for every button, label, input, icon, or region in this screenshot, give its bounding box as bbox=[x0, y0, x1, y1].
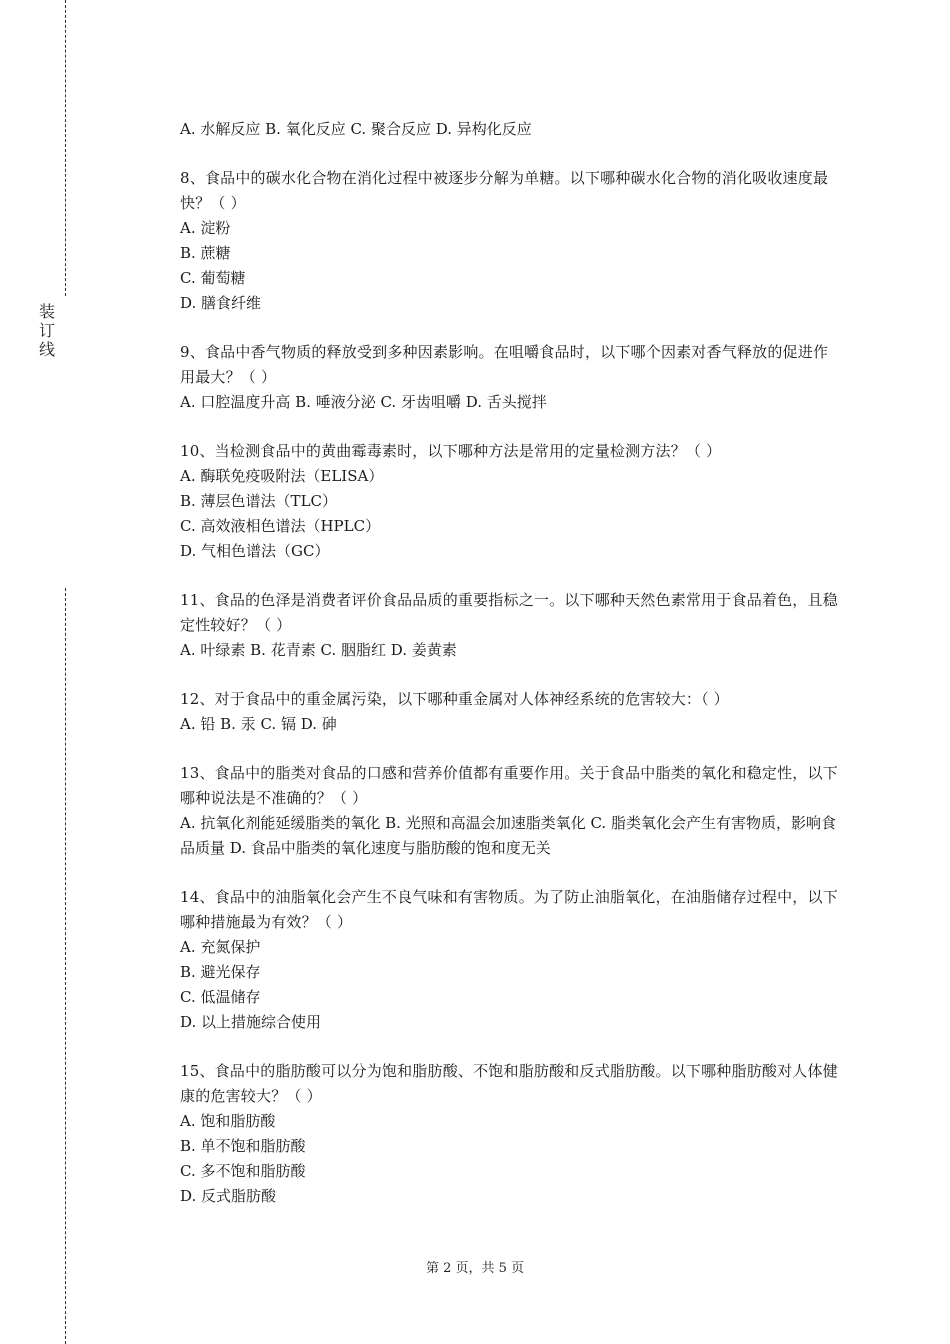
question-11 bbox=[180, 588, 840, 663]
question-option: D. 反式脂肪酸 bbox=[180, 1187, 277, 1205]
binding-char: 订 bbox=[38, 321, 55, 340]
question-stem: 10、当检测食品中的黄曲霉毒素时，以下哪种方法是常用的定量检测方法？（ ） bbox=[180, 442, 722, 460]
question-option: B. 蔗糖 bbox=[180, 244, 231, 262]
question-option: C. 低温储存 bbox=[180, 988, 261, 1006]
question-option: A. 淀粉 bbox=[180, 219, 231, 237]
question-option: C. 多不饱和脂肪酸 bbox=[180, 1162, 306, 1180]
question-option: A. 叶绿素 B. 花青素 C. 胭脂红 D. 姜黄素 bbox=[180, 641, 457, 659]
question-stem: 11、食品的色泽是消费者评价食品品质的重要指标之一。以下哪种天然色素常用于食品着色，且稳定性较好？（ ） bbox=[180, 591, 838, 634]
question-10 bbox=[180, 439, 840, 564]
binding-char: 装 bbox=[38, 302, 55, 321]
question-list bbox=[180, 117, 840, 1233]
question-option: C. 葡萄糖 bbox=[180, 269, 246, 287]
question-13 bbox=[180, 761, 840, 861]
question-option: A. 水解反应 B. 氧化反应 C. 聚合反应 D. 异构化反应 bbox=[180, 120, 532, 138]
question-option: A. 口腔温度升高 B. 唾液分泌 C. 牙齿咀嚼 D. 舌头搅拌 bbox=[180, 393, 547, 411]
binding-char: 线 bbox=[38, 340, 55, 359]
question-14 bbox=[180, 885, 840, 1035]
question-option: C. 高效液相色谱法（HPLC） bbox=[180, 517, 381, 535]
question-stem: 8、食品中的碳水化合物在消化过程中被逐步分解为单糖。以下哪种碳水化合物的消化吸收速度最快？（ ） bbox=[180, 169, 829, 212]
question-option: A. 铅 B. 汞 C. 镉 D. 砷 bbox=[180, 715, 337, 733]
question-option: A. 饱和脂肪酸 bbox=[180, 1112, 276, 1130]
question-option: D. 膳食纤维 bbox=[180, 294, 262, 312]
question-option: B. 薄层色谱法（TLC） bbox=[180, 492, 338, 510]
question-stem: 9、食品中香气物质的释放受到多种因素影响。在咀嚼食品时，以下哪个因素对香气释放的促进作用最大？（ ） bbox=[180, 343, 829, 386]
question-15 bbox=[180, 1059, 840, 1209]
page-footer: 第 2 页，共 5 页 bbox=[425, 1261, 525, 1276]
question-option: B. 单不饱和脂肪酸 bbox=[180, 1137, 306, 1155]
question-option: D. 以上措施综合使用 bbox=[180, 1013, 322, 1031]
question-stem: 14、食品中的油脂氧化会产生不良气味和有害物质。为了防止油脂氧化，在油脂储存过程中，以下哪种措施最为有效？（ ） bbox=[180, 888, 838, 931]
binding-label bbox=[38, 302, 56, 359]
binding-line-top bbox=[65, 0, 66, 296]
question-8 bbox=[180, 166, 840, 316]
question-option: D. 气相色谱法（GC） bbox=[180, 542, 330, 560]
question-option: A. 抗氧化剂能延缓脂类的氧化 B. 光照和高温会加速脂类氧化 C. 脂类氧化会产生有害物质，影响食品质量 D. 食品中脂类的氧化速度与脂肪酸的饱和度无关 bbox=[180, 814, 836, 857]
question-option: A. 充氮保护 bbox=[180, 938, 261, 956]
question-9 bbox=[180, 340, 840, 415]
binding-line-bottom bbox=[65, 588, 66, 1344]
question-stem: 12、对于食品中的重金属污染，以下哪种重金属对人体神经系统的危害较大：（ ） bbox=[180, 690, 729, 708]
question-option: B. 避光保存 bbox=[180, 963, 261, 981]
question-stem: 15、食品中的脂肪酸可以分为饱和脂肪酸、不饱和脂肪酸和反式脂肪酸。以下哪种脂肪酸对人体健康的危害较大？（ ） bbox=[180, 1062, 838, 1105]
question-12 bbox=[180, 687, 840, 737]
question-stem: 13、食品中的脂类对食品的口感和营养价值都有重要作用。关于食品中脂类的氧化和稳定性，以下哪种说法是不准确的？（ ） bbox=[180, 764, 838, 807]
question-7-options-block bbox=[180, 117, 840, 142]
question-option: A. 酶联免疫吸附法（ELISA） bbox=[180, 467, 384, 485]
